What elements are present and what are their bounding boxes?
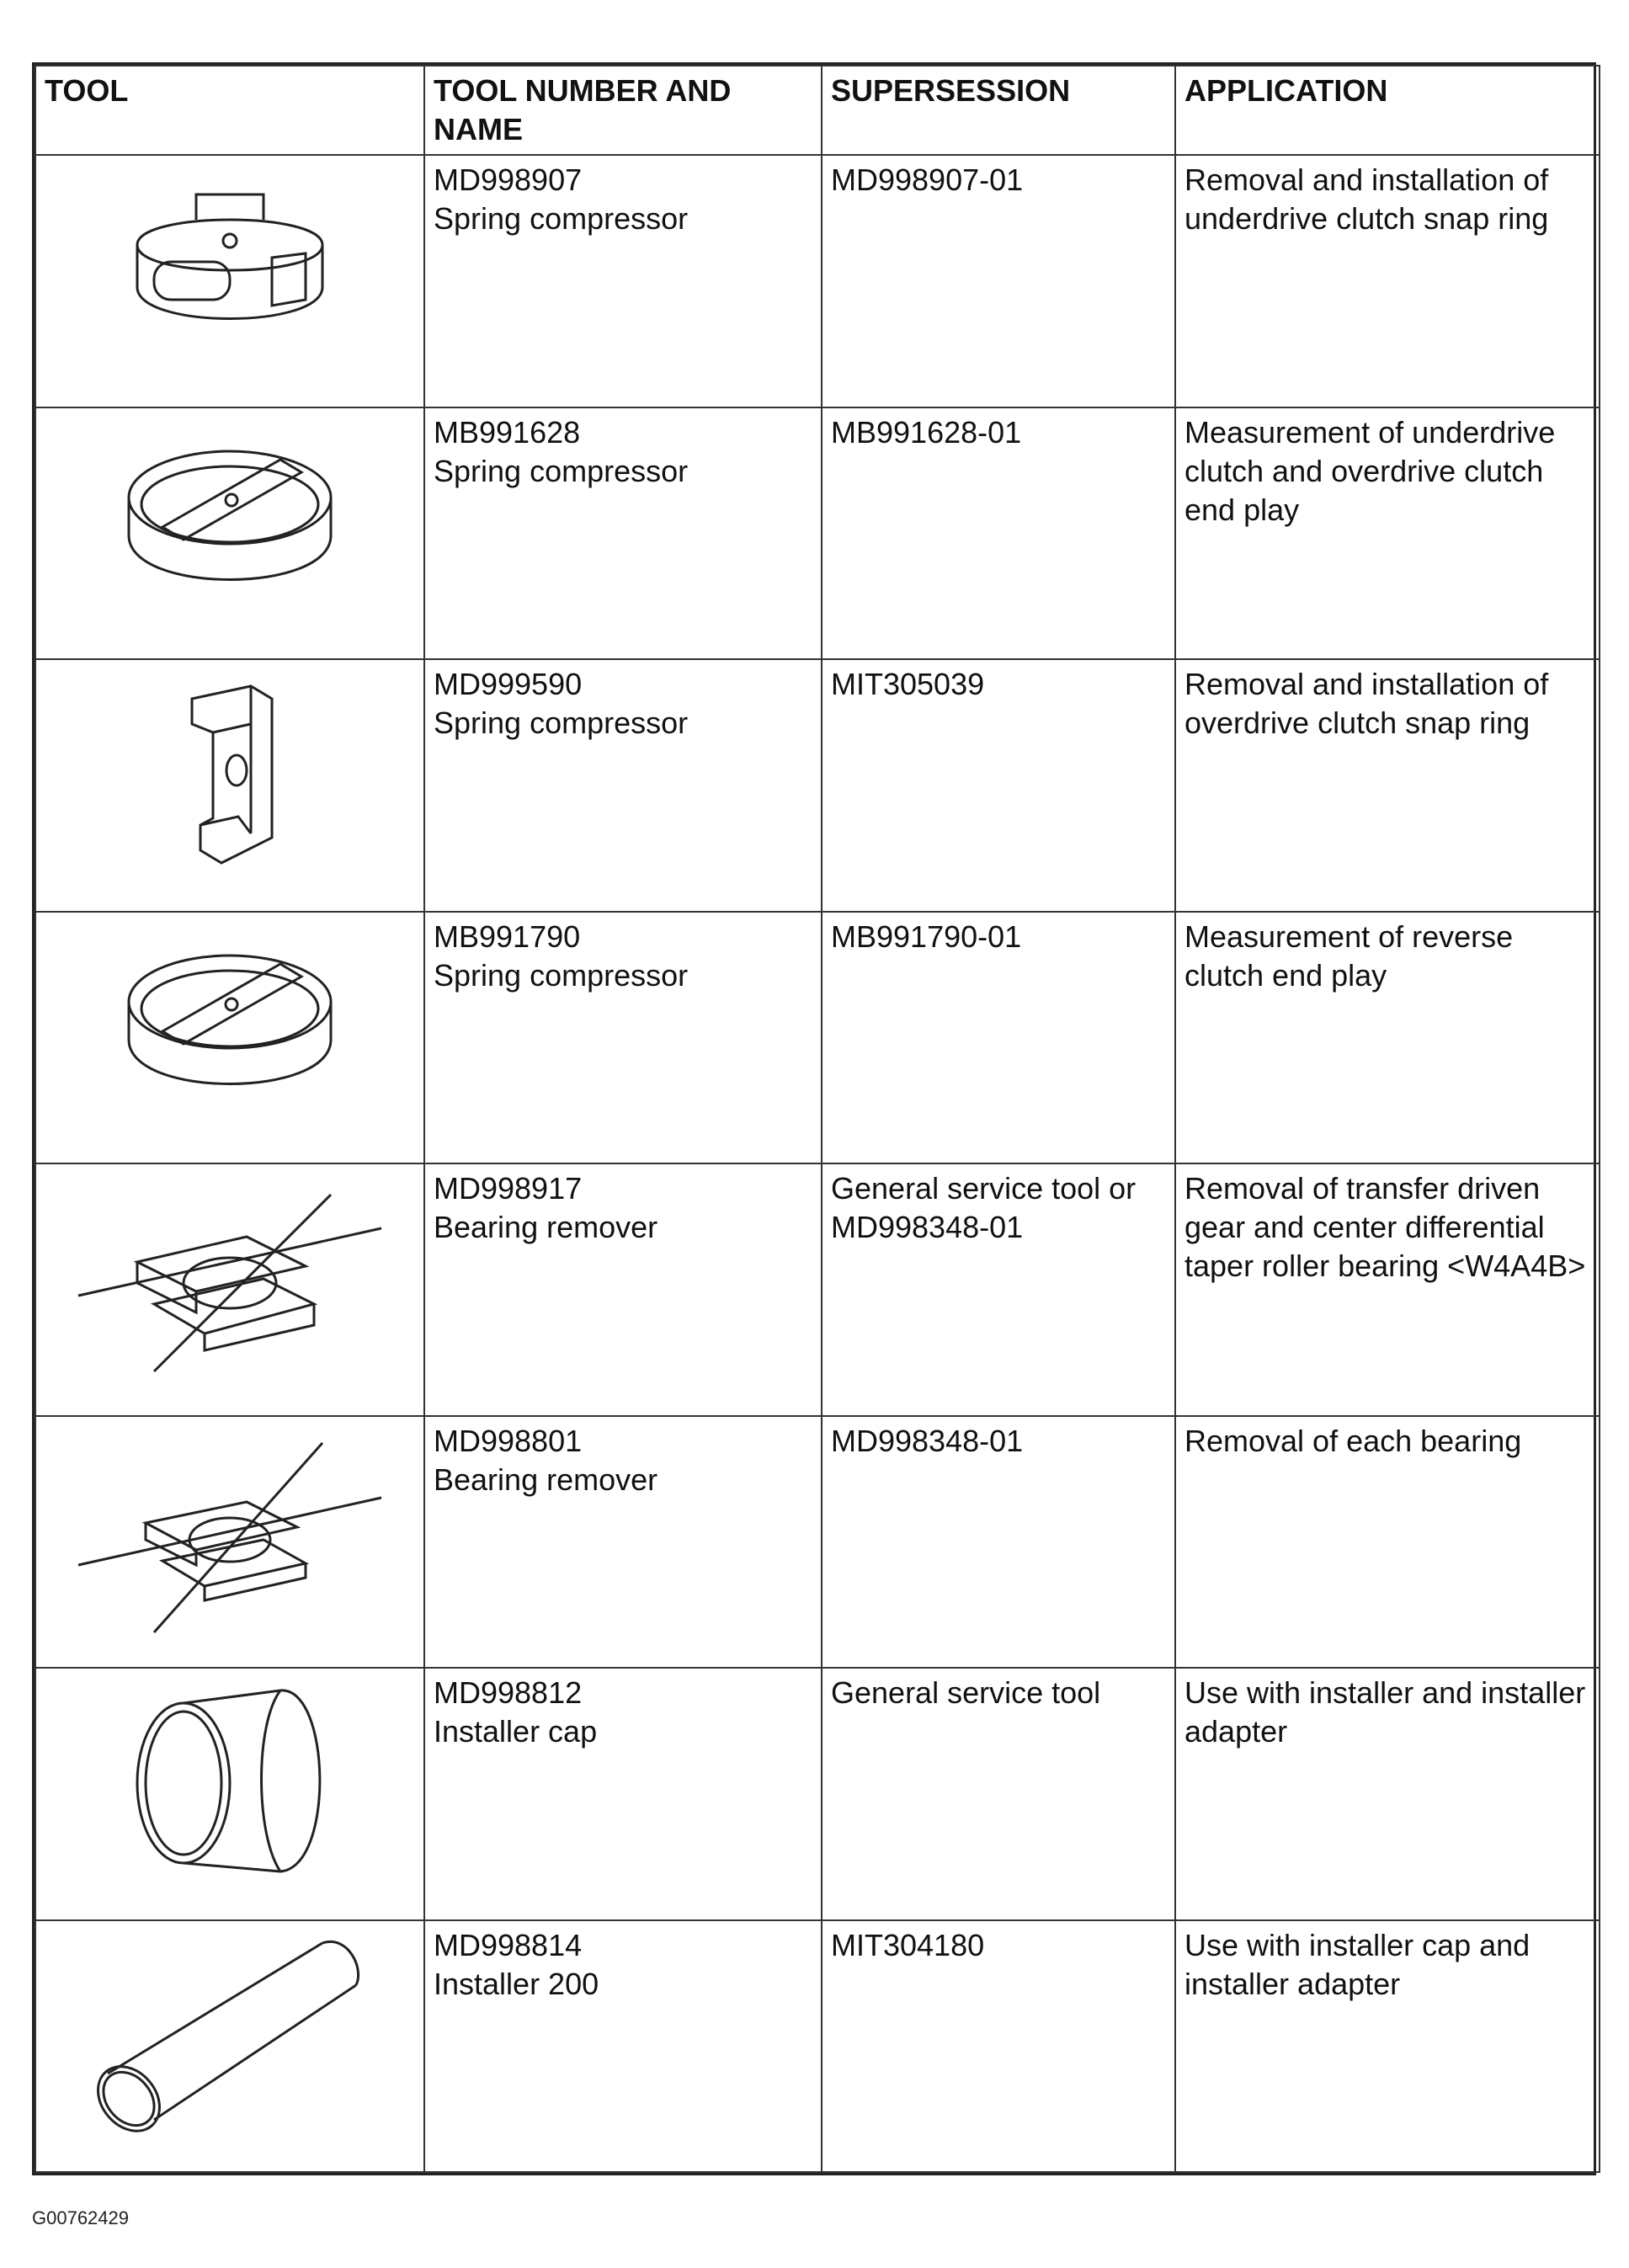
supersession-cell: General service tool [822,1668,1175,1920]
tool-number-and-name-cell [424,1416,822,1669]
special-tools-table [35,65,1600,2173]
tool-name: Spring compressor [434,453,689,488]
header-tool-number-and-name: TOOL NUMBER AND NAME [424,66,822,155]
tool-number-and-name-cell [424,407,822,660]
header-tool: TOOL [35,66,424,155]
application-cell: Measurement of underdrive clutch and overdrive clutch end play [1175,407,1600,660]
tool-illustration-cell [35,1416,424,1669]
spring-compressor-cup-icon [104,161,356,363]
table-row [35,912,1600,1164]
tool-illustration-cell [35,1668,424,1920]
tool-name: Installer cap [434,1714,598,1749]
application-cell: Removal of each bearing [1175,1416,1600,1669]
tool-name: Spring compressor [434,705,689,740]
tool-number: MD998812 [434,1675,583,1710]
header-supersession: SUPERSESSION [822,66,1175,155]
tool-number-and-name-cell [424,659,822,912]
application-cell: Use with installer and installer adapter [1175,1668,1600,1920]
tool-number: MD998801 [434,1423,583,1458]
application-cell: Use with installer cap and installer adapter [1175,1920,1600,2173]
bearing-remover-icon [53,1422,407,1641]
application-cell: Removal and installation of overdrive clutch snap ring [1175,659,1600,912]
tool-illustration-cell [35,155,424,407]
tool-number: MD999590 [434,667,583,701]
tool-number-and-name-cell [424,912,822,1164]
spring-compressor-block-icon [104,665,356,884]
supersession-cell: MIT304180 [822,1920,1175,2173]
supersession-cell: MIT305039 [822,659,1175,912]
tool-illustration-cell [35,912,424,1164]
table-row [35,1920,1600,2173]
tool-illustration-cell [35,1920,424,2173]
supersession-cell: MD998348-01 [822,1416,1175,1669]
tool-name: Spring compressor [434,957,689,993]
table-row [35,407,1600,660]
tool-name: Bearing remover [434,1210,658,1244]
application-cell: Removal of transfer driven gear and center differential taper roller bearing <W4A4B> [1175,1163,1600,1416]
spring-compressor-ring-icon [104,918,356,1120]
tool-name: Installer 200 [434,1966,599,2001]
spring-compressor-ring-icon [104,413,356,615]
table-row [35,1163,1600,1416]
header-application: APPLICATION [1175,66,1600,155]
tool-number: MB991628 [434,414,581,450]
tool-number: MD998907 [434,162,583,197]
table-row [35,1668,1600,1920]
application-cell: Measurement of reverse clutch end play [1175,912,1600,1164]
application-cell: Removal and installation of underdrive clutch snap ring [1175,155,1600,407]
installer-cap-icon [104,1674,356,1884]
supersession-cell: MB991790-01 [822,912,1175,1164]
supersession-cell: MB991628-01 [822,407,1175,660]
tool-number-and-name-cell [424,1920,822,2173]
tool-number-and-name-cell [424,1163,822,1416]
installer-tube-icon [70,1926,390,2145]
tool-number: MD998814 [434,1927,583,1962]
special-tools-table-frame [32,62,1596,2175]
table-row [35,1416,1600,1669]
tool-number-and-name-cell [424,1668,822,1920]
supersession-cell: General service tool or MD998348-01 [822,1163,1175,1416]
tool-number-and-name-cell [424,155,822,407]
bearing-remover-icon [53,1169,407,1388]
tool-name: Spring compressor [434,201,689,236]
table-row [35,155,1600,407]
tool-number: MD998917 [434,1171,583,1206]
tool-number: MB991790 [434,918,581,954]
figure-code: G00762429 [32,2207,129,2228]
table-header-row [35,66,1600,155]
tool-illustration-cell [35,659,424,912]
supersession-cell: MD998907-01 [822,155,1175,407]
tool-illustration-cell [35,407,424,660]
tool-illustration-cell [35,1163,424,1416]
table-row [35,659,1600,912]
tool-name: Bearing remover [434,1461,658,1497]
